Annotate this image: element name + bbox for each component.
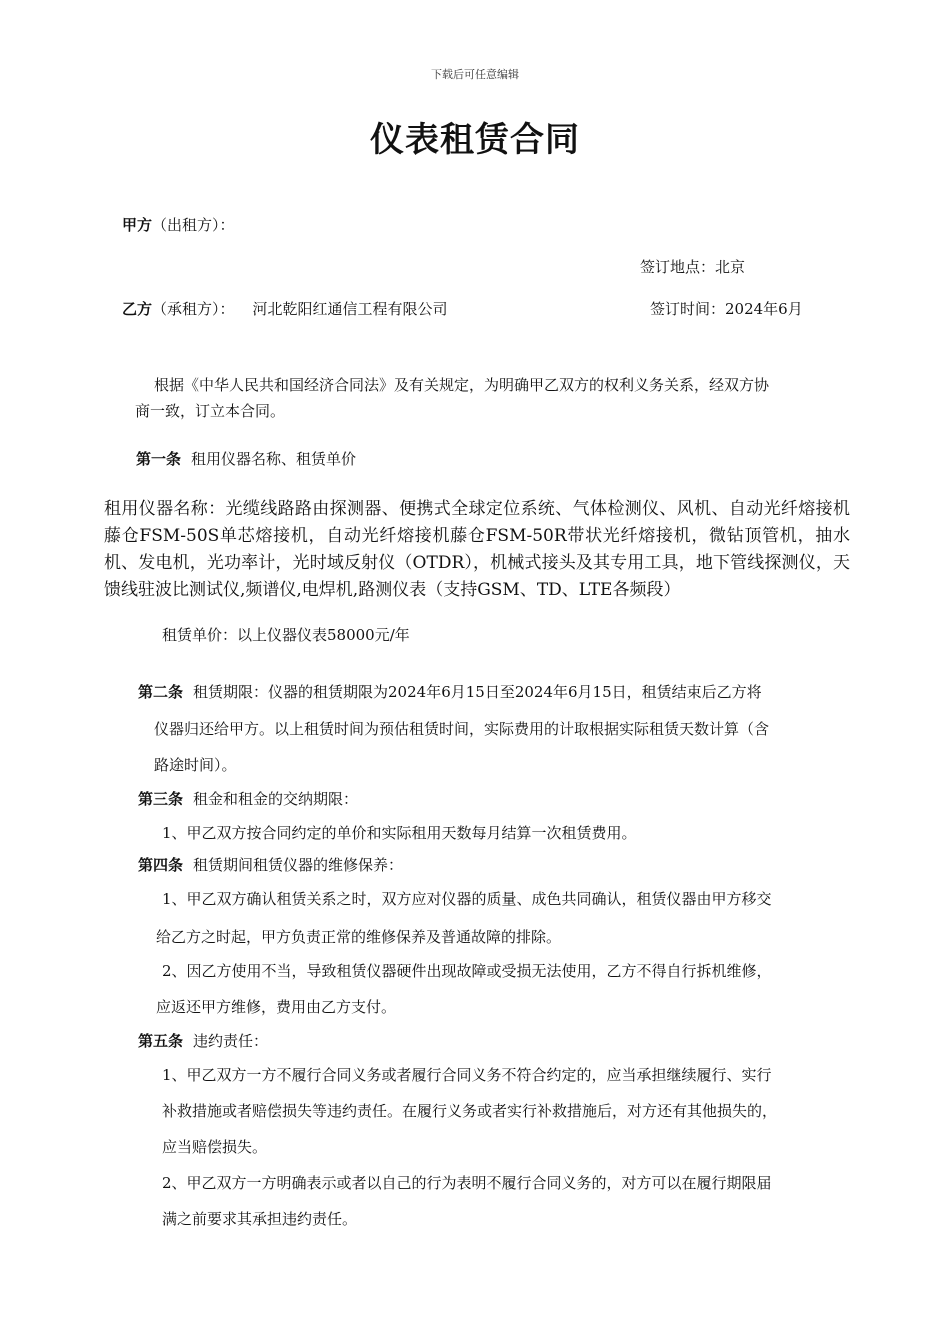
intro-line-1: 根据《中华人民共和国经济合同法》及有关规定，为明确甲乙双方的权利义务关系，经双方协: [154, 376, 770, 394]
article-1-heading: 第一条: [136, 450, 182, 468]
article-4-title: 租赁期间租赁仪器的维修保养：: [193, 856, 404, 874]
document-title: 仪表租赁合同: [370, 120, 580, 160]
article-4-line-3: 2、因乙方使用不当，导致租赁仪器硬件出现故障或受损无法使用，乙方不得自行拆机维修，: [162, 962, 772, 980]
article-1-title: 租用仪器名称、租赁单价: [191, 450, 357, 468]
article-4-header: [138, 854, 403, 875]
article-5-heading: 第五条: [138, 1032, 184, 1050]
sign-time: 签订时间：2024年6月: [650, 300, 803, 318]
article-2-heading: 第二条: [138, 683, 184, 701]
article-5-line-2: 补救措施或者赔偿损失等违约责任。在履行义务或者实行补救措施后，对方还有其他损失的，: [162, 1102, 778, 1120]
article-3-item-1: 1、甲乙双方按合同约定的单价和实际租用天数每月结算一次租赁费用。: [162, 824, 637, 842]
party-b: [122, 298, 448, 319]
sign-place: 签订地点：北京: [640, 258, 746, 276]
article-4-line-1: 1、甲乙双方确认租赁关系之时，双方应对仪器的质量、成色共同确认，租赁仪器由甲方移交: [162, 890, 772, 908]
header-note: 下载后可任意编辑: [431, 68, 519, 81]
article-4-line-2: 给乙方之时起，甲方负责正常的维修保养及普通故障的排除。: [156, 928, 562, 946]
article-3-header: [138, 788, 358, 809]
article-2-line-3: 路途时间）。: [154, 756, 237, 774]
instrument-list: 租用仪器名称：光缆线路路由探测器、便携式全球定位系统、气体检测仪、风机、自动光纤熔接机藤仓FSM-50S单芯熔接机，自动光纤熔接机藤仓FSM-50R带状光纤熔接机，微钻顶管机，抽水机、发电机，光功率计，光时域反射仪（OTDR），机械式接头及其专用工具，地下管线探测仪，天馈线驻波比测试仪,频谱仪,电焊机,路测仪表（支持GSM、TD、LTE各频段）: [104, 499, 850, 600]
party-b-label: 乙方: [122, 300, 153, 318]
rental-price: 租赁单价：以上仪器仪表58000元/年: [162, 626, 410, 644]
party-b-role: （承租方）：: [152, 300, 235, 318]
article-5-title: 违约责任：: [193, 1032, 269, 1050]
article-3-heading: 第三条: [138, 790, 184, 808]
party-a-label: 甲方: [122, 216, 153, 234]
article-2-text: 租赁期限：仪器的租赁期限为2024年6月15日至2024年6月15日，租赁结束后乙方将: [193, 683, 762, 701]
article-2-line-2: 仪器归还给甲方。以上租赁时间为预估租赁时间，实际费用的计取根据实际租赁天数计算（含: [154, 720, 770, 738]
article-1-header: [136, 448, 356, 469]
article-3-title: 租金和租金的交纳期限：: [193, 790, 359, 808]
article-5-line-3: 应当赔偿损失。: [162, 1138, 268, 1156]
article-2-line-1: [138, 681, 762, 702]
article-5-line-4: 2、甲乙双方一方明确表示或者以自己的行为表明不履行合同义务的，对方可以在履行期限届: [162, 1174, 772, 1192]
article-4-heading: 第四条: [138, 856, 184, 874]
article-4-line-4: 应返还甲方维修，费用由乙方支付。: [156, 998, 397, 1016]
article-5-line-5: 满之前要求其承担违约责任。: [162, 1210, 358, 1228]
party-a: [122, 214, 235, 235]
party-a-role: （出租方）：: [152, 216, 235, 234]
article-5-line-1: 1、甲乙双方一方不履行合同义务或者履行合同义务不符合约定的，应当承担继续履行、实行: [162, 1066, 772, 1084]
intro-line-2: 商一致，订立本合同。: [135, 402, 286, 420]
party-b-name: 河北乾阳红通信工程有限公司: [252, 300, 448, 318]
article-5-header: [138, 1030, 268, 1051]
